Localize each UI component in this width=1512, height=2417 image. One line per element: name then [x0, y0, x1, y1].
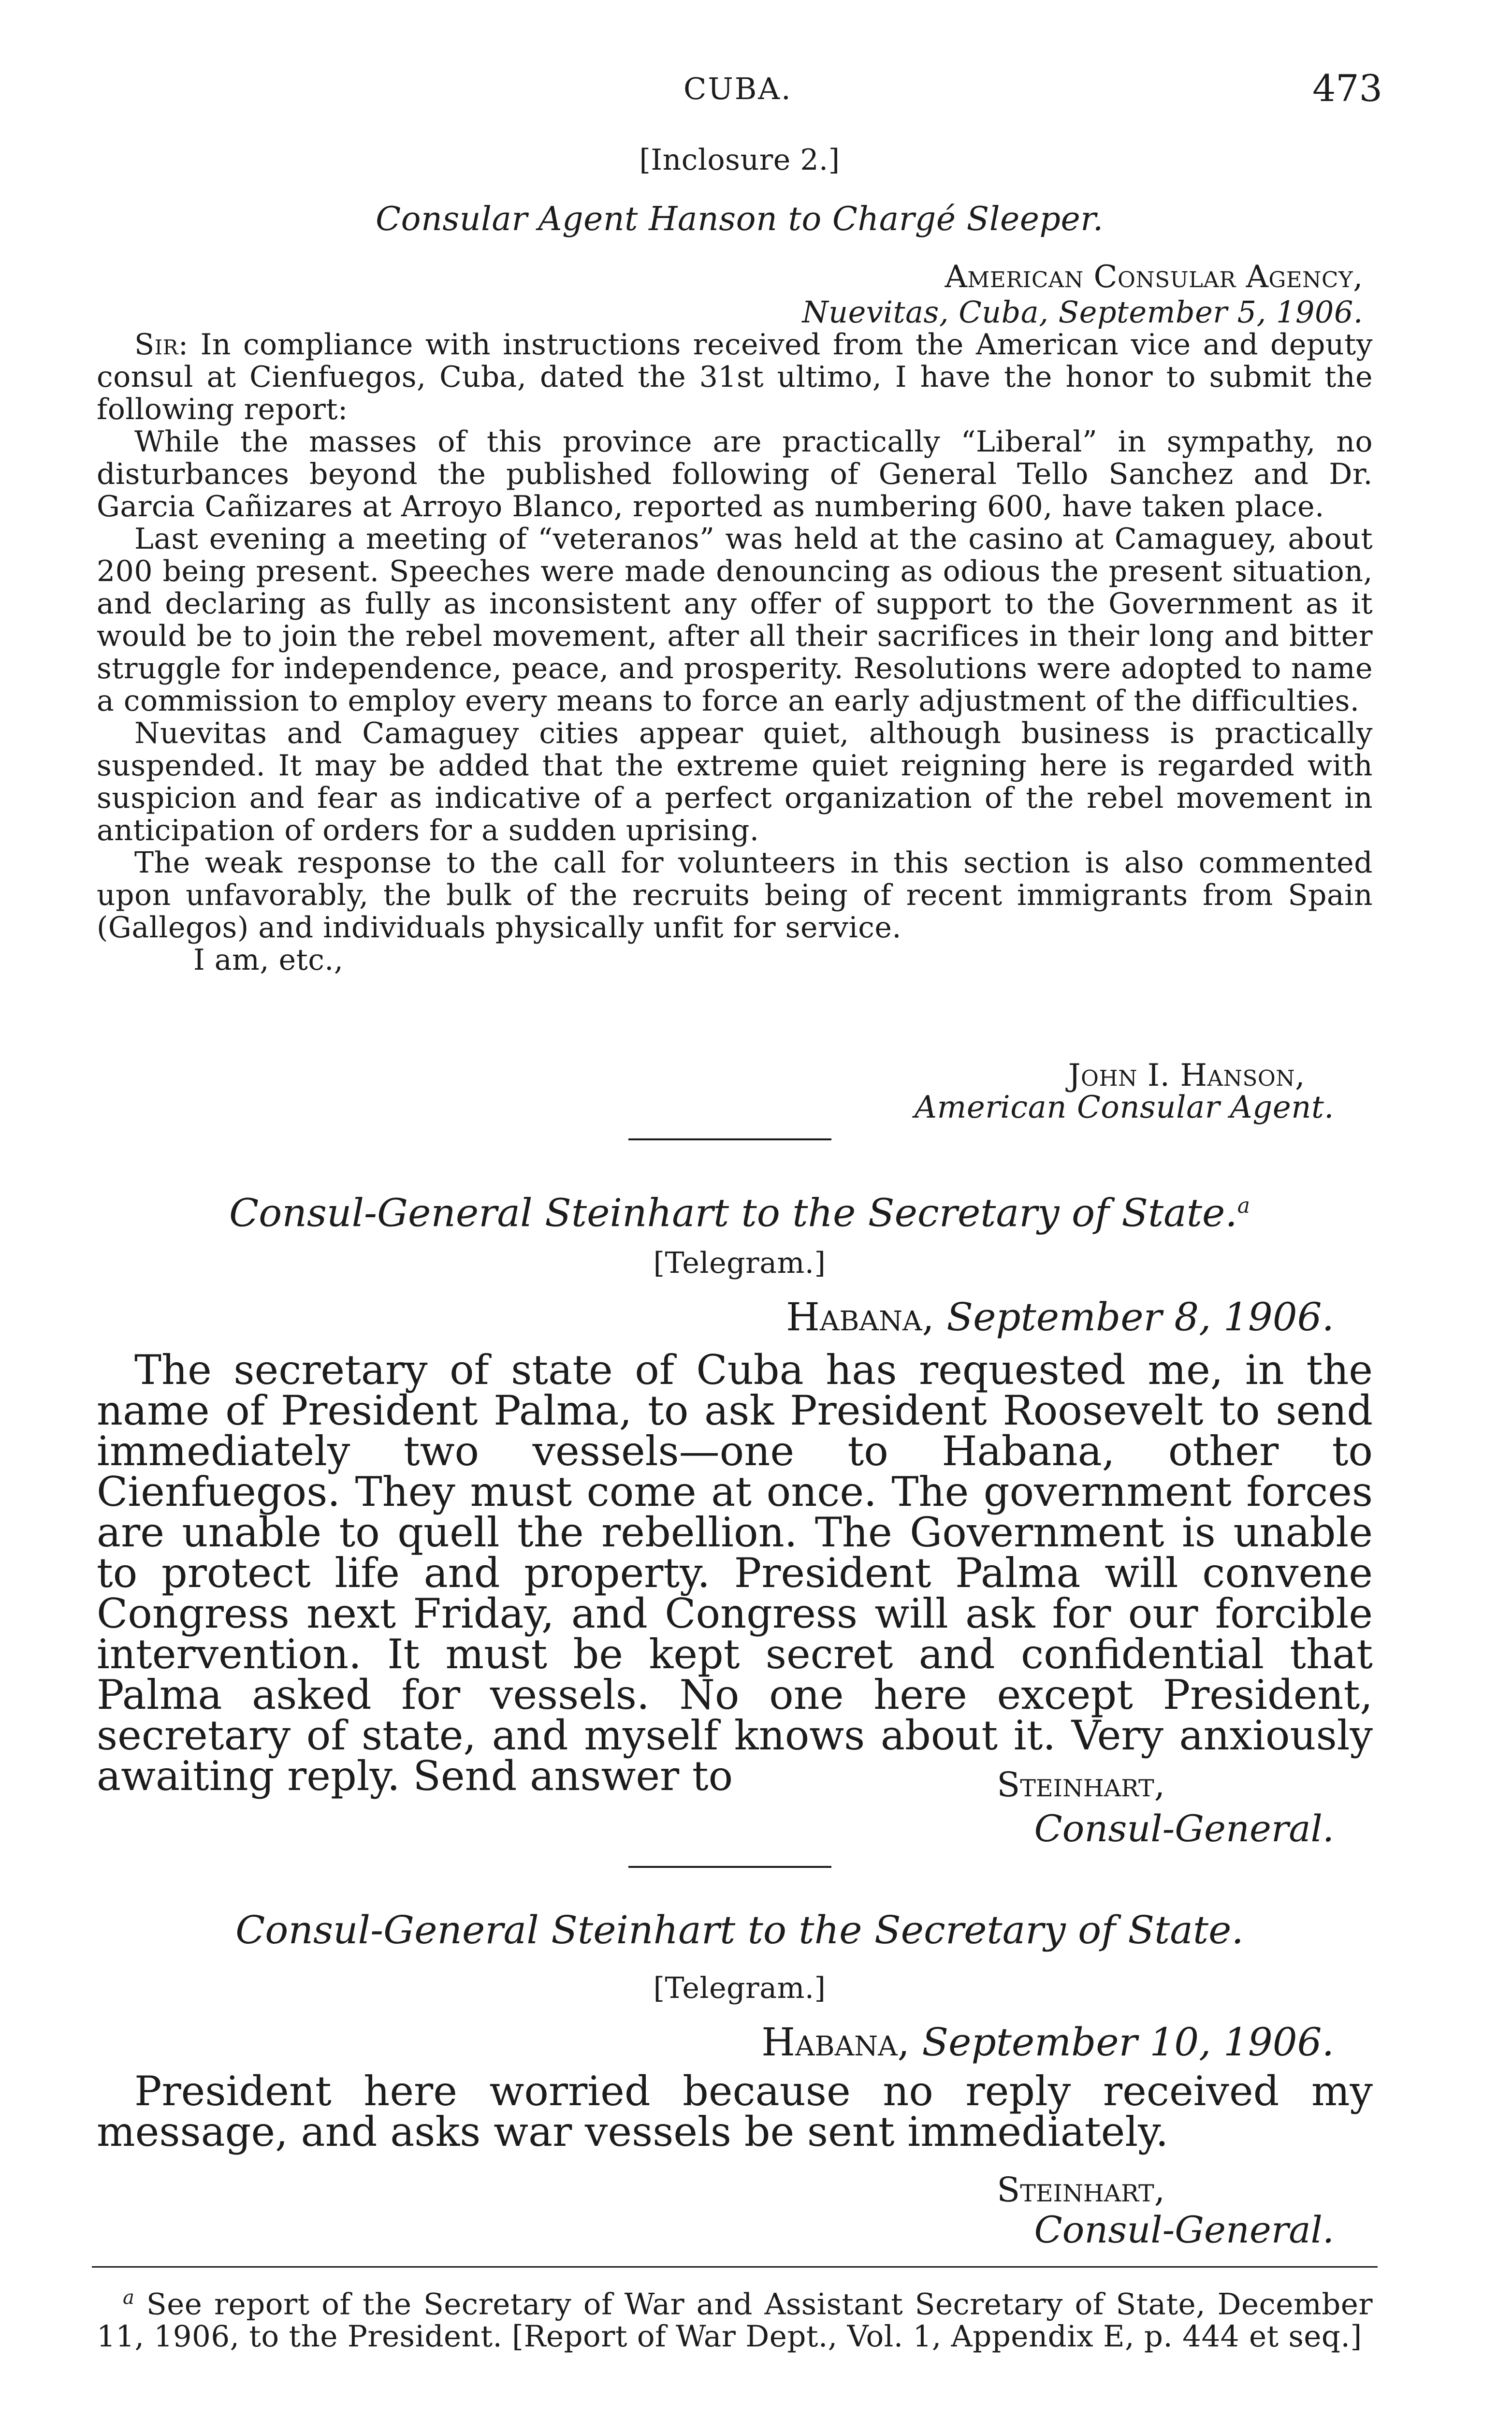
footnote-marker: a	[123, 2286, 135, 2309]
footnote: $^a$ See report of the Secretary of War and Assistant Secretary of State, December 11, 1906, to the President. [Report of War Dept., Vol. 1, Appendix E, p. 444 et seq.]	[97, 2286, 1373, 2354]
telegram-1-title: Consul-General Steinhart to the Secretary of State.$^a$	[229, 1190, 1250, 1236]
footnote-rule	[92, 2266, 1378, 2268]
telegram-2-title: Consul-General Steinhart to the Secretary of State.	[235, 1907, 1244, 1952]
telegram-1-label: [Telegram.]	[653, 1246, 826, 1280]
telegram-2-signature-title: Consul-General.	[1034, 2208, 1334, 2251]
letter-paragraph: Sir: In compliance with instructions received from the American vice and deputy consul at Cienfuegos, Cuba, dated the 31st ultimo, I have the honor to submit the following report:	[97, 328, 1373, 426]
footnote-marker: a	[1237, 1194, 1250, 1218]
agency-line: American Consular Agency,	[945, 259, 1363, 295]
letter-paragraph: Nuevitas and Camaguey cities appear quiet, although business is practically suspended. It may be added that the extreme quiet reigning here is regarded with suspicion and fear as indicative of a perfect organization of the rebel movement in anticipation of orders for a sudden uprising.	[97, 716, 1373, 847]
telegram-2-body: President here worried because no reply received my message, and asks war vessels be sent immediately.	[97, 2068, 1373, 2155]
hanson-signature-title: American Consular Agent.	[914, 1090, 1334, 1125]
section-divider	[628, 1138, 831, 1140]
salutation: Sir:	[134, 328, 189, 362]
telegram-1-body: The secretary of state of Cuba has requested me, in the name of President Palma, to ask President Roosevelt to send immediately two vessels—one to Habana, other to Cienfuegos. They must come at once. The government forces are unable to quell the rebellion. The Government is unable to protect life and property. President Palma will convene Congress next Friday, and Congress will ask for our forcible intervention. It must be kept secret and confidential that Palma asked for vessels. No one here except President, secretary of state, and myself knows about it. Very anxiously awaiting reply. Send answer to	[97, 1346, 1373, 1800]
letter-paragraph: While the masses of this province are practically “Liberal” in sympathy, no disturbances beyond the published following of General Tello Sanchez and Dr. Garcia Cañizares at Arroyo Blanco, reported as numbering 600, have taken place.	[97, 425, 1373, 524]
telegram-1-signature-name: Steinhart,	[997, 1765, 1165, 1805]
page-number: 473	[1312, 67, 1382, 110]
telegram-2-label: [Telegram.]	[653, 1971, 826, 2005]
letter-paragraph: The weak response to the call for volunteers in this section is also commented upon unfavorably, the bulk of the recruits being of recent immigrants from Spain (Gallegos) and individuals physically unfit for service.	[97, 846, 1373, 945]
closing: I am, etc.,	[193, 943, 344, 977]
letter-paragraph: Last evening a meeting of “veteranos” was held at the casino at Camaguey, about 200 being present. Speeches were made denouncing as odious the present situation, and declaring as fully as inconsistent any offer of support to the Government as it would be to join the rebel movement, after all their sacrifices in their long and bitter struggle for independence, peace, and prosperity. Resolutions were adopted to name a commission to employ every means to force an early adjustment of the difficulties.	[97, 522, 1373, 718]
letter-title: Consular Agent Hanson to Chargé Sleeper.	[376, 200, 1104, 238]
running-title: CUBA.	[683, 71, 792, 106]
telegram-2-signature-name: Steinhart,	[997, 2170, 1165, 2210]
telegram-1-signature-title: Consul-General.	[1034, 1807, 1334, 1850]
place-date: Nuevitas, Cuba, September 5, 1906.	[802, 294, 1363, 330]
hanson-signature-name: John I. Hanson,	[1068, 1058, 1305, 1093]
section-divider	[628, 1866, 831, 1868]
telegram-1-dateline: Habana, September 8, 1906.	[786, 1295, 1334, 1340]
telegram-2-dateline: Habana, September 10, 1906.	[761, 2020, 1334, 2065]
letter-body	[97, 329, 1373, 976]
inclosure-label: [Inclosure 2.]	[639, 143, 840, 177]
